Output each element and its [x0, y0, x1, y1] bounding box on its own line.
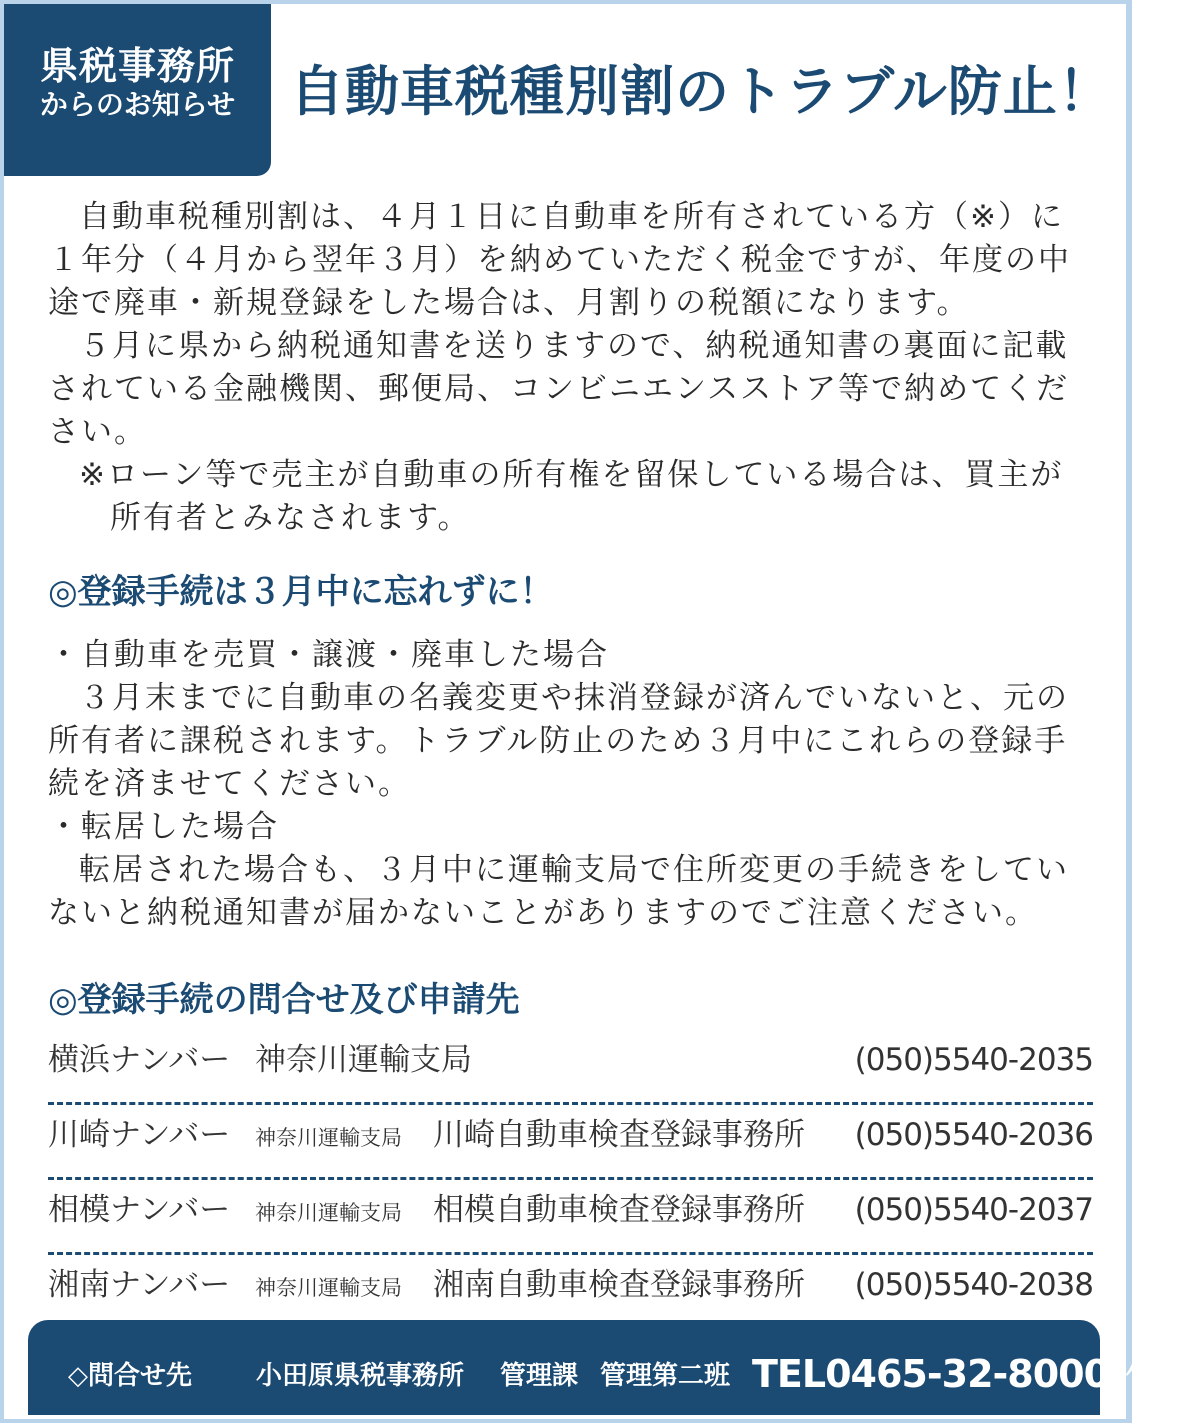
badge-line1: 県税事務所 — [39, 44, 235, 88]
contact-list — [48, 1030, 1093, 1327]
contact-phone: (050)5540-2036 — [854, 1117, 1093, 1153]
footer-team: 管理第二班 — [600, 1361, 731, 1391]
section1-item2-text: 転居された場合も、３月中に運輸支局で住所変更の手続きをしていないと納税通知書が届かないことがありますのでご注意ください。 — [48, 852, 1069, 931]
intro-paragraph-2: ５月に県から納税通知書を送りますので、納税通知書の裏面に記載されている金融機関、郵便局、コンビニエンスストア等で納めてください。 — [48, 328, 1070, 450]
contact-office: 相模自動車検査登録事務所 — [433, 1192, 805, 1228]
intro-note-line2: 所有者とみなされます。 — [110, 500, 471, 536]
contact-phone: (050)5540-2038 — [854, 1267, 1093, 1303]
contact-office: 湘南自動車検査登録事務所 — [433, 1267, 805, 1303]
contact-plate: 横浜ナンバー — [48, 1042, 231, 1078]
badge-line2: からのお知らせ — [39, 88, 236, 121]
section1-heading: ◎登録手続は３月中に忘れずに！ — [48, 572, 554, 612]
footer-contact-bar — [28, 1320, 1179, 1415]
contact-row — [48, 1255, 1093, 1327]
contact-row — [48, 1105, 1093, 1180]
header-badge — [4, 4, 271, 176]
intro-block — [48, 196, 1088, 540]
page-title: 自動車税種別割のトラブル防止！ — [290, 60, 1113, 123]
footer-phone: TEL0465-32-8000(代) — [752, 1352, 1179, 1396]
contact-bureau: 神奈川運輸支局 — [255, 1276, 402, 1300]
section1-block — [48, 634, 1088, 935]
contact-bureau: 神奈川運輸支局 — [255, 1126, 402, 1150]
section1-item1-text: ３月末までに自動車の名義変更や抹消登録が済んでいないと、元の所有者に課税されます。トラブル防止のため３月中にこれらの登録手続を済ませてください。 — [48, 680, 1069, 802]
section1-item1-label: ・自動車を売買・譲渡・廃車した場合 — [48, 637, 609, 673]
contact-phone: (050)5540-2035 — [854, 1042, 1093, 1078]
footer-label: ◇問合せ先 — [68, 1361, 192, 1391]
contact-plate: 湘南ナンバー — [48, 1267, 231, 1303]
footer-section: 管理課 — [500, 1361, 579, 1391]
contact-row — [48, 1180, 1093, 1255]
contact-office: 川崎自動車検査登録事務所 — [433, 1117, 805, 1153]
intro-note-line1: ※ローン等で売主が自動車の所有権を留保している場合は、買主が — [79, 457, 1064, 493]
intro-paragraph-1: 自動車税種別割は、４月１日に自動車を所有されている方（※）に１年分（４月から翌年３月）を納めていただく税金ですが、年度の中途で廃車・新規登録をした場合は、月割りの税額になります。 — [48, 199, 1071, 321]
footer-office: 小田原県税事務所 — [256, 1361, 465, 1391]
contact-bureau: 神奈川運輸支局 — [255, 1042, 472, 1078]
contact-phone: (050)5540-2037 — [854, 1192, 1093, 1228]
contact-bureau: 神奈川運輸支局 — [255, 1201, 402, 1225]
section2-heading: ◎登録手続の問合せ及び申請先 — [48, 980, 520, 1020]
section1-item2-label: ・転居した場合 — [48, 809, 279, 845]
contact-plate: 川崎ナンバー — [48, 1117, 231, 1153]
contact-row — [48, 1030, 1093, 1105]
contact-plate: 相模ナンバー — [48, 1192, 231, 1228]
